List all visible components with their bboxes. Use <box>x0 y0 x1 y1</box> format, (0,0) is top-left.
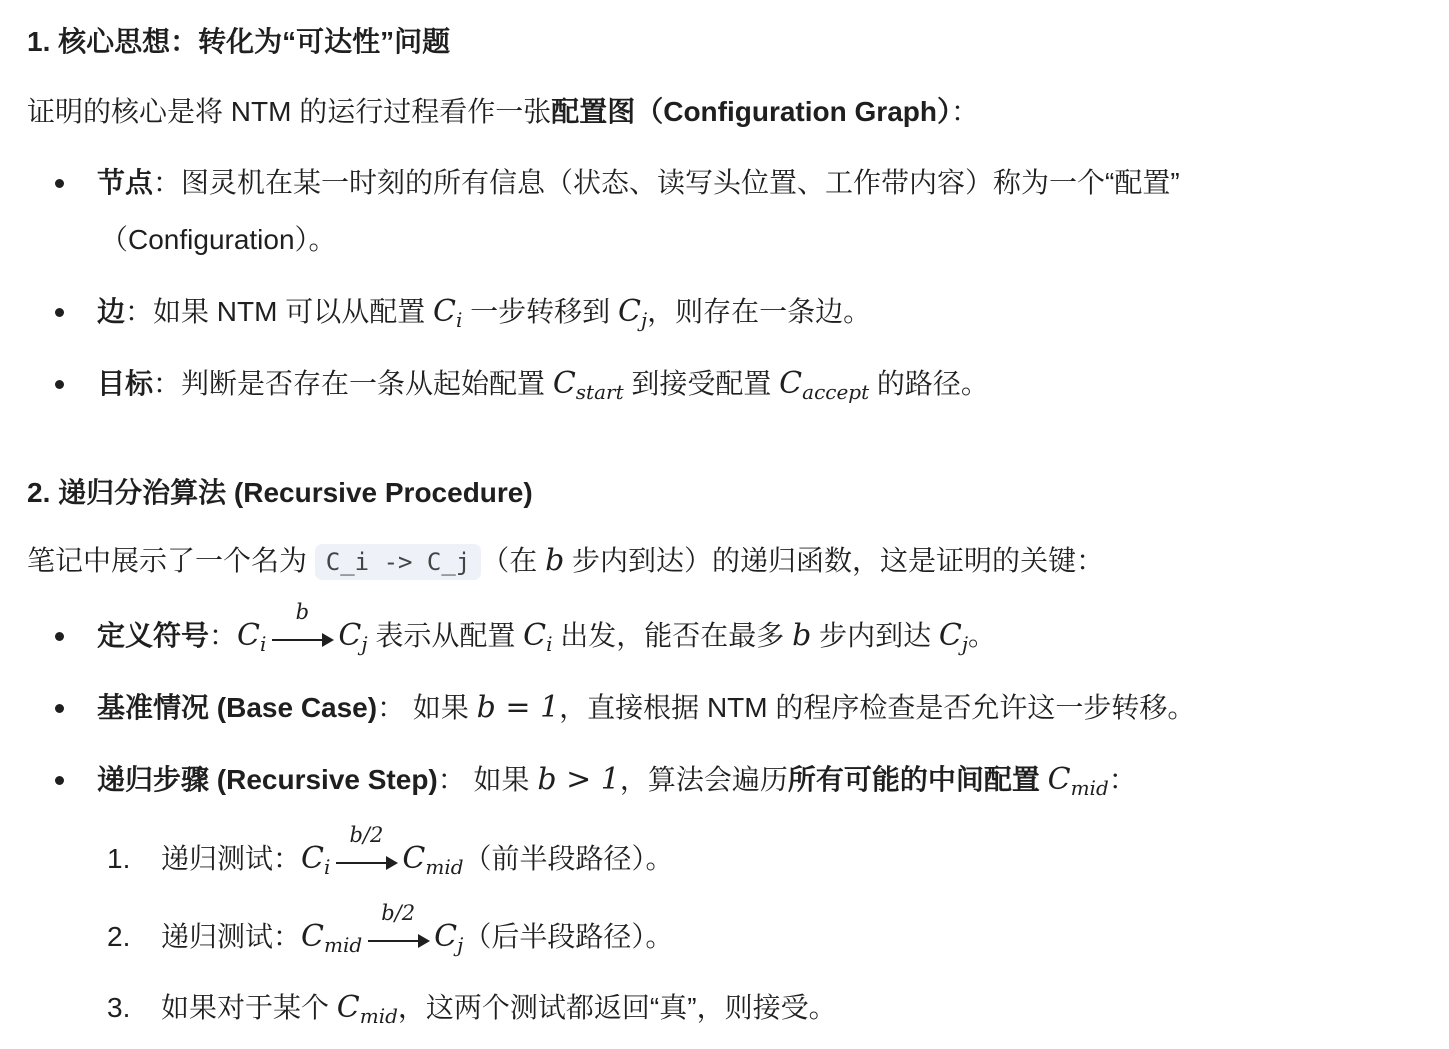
list-item-text <box>97 600 997 656</box>
math-var: C <box>938 618 962 653</box>
math-var: C <box>523 618 547 653</box>
bullet-icon <box>55 776 64 785</box>
math-var: b <box>792 618 812 653</box>
section2-intro <box>27 541 1104 582</box>
text: 出发，能否在最多 <box>552 620 793 651</box>
intro-text: 步内到达）的递归函数，这是证明的关键： <box>564 545 1105 576</box>
right-arrow-icon <box>270 600 334 656</box>
text: ，则存在一条边。 <box>647 296 872 327</box>
math-sub: mid <box>425 855 464 879</box>
math-var: b <box>545 543 565 578</box>
math-sub: i <box>260 632 267 656</box>
text: 递归测试： <box>161 843 302 874</box>
math-sub: j <box>457 933 464 957</box>
section-heading-recursive: 2. 递归分治算法 (Recursive Procedure) <box>27 477 533 508</box>
text: 。 <box>968 620 997 651</box>
term-sep: ： <box>153 368 182 399</box>
math-var: C <box>336 990 360 1025</box>
text: 如果 <box>465 764 538 795</box>
term-label: 基准情况 (Base Case) <box>97 692 378 723</box>
math-var: C <box>779 366 803 401</box>
math-sub: i <box>323 855 331 879</box>
math-sub: i <box>456 308 463 332</box>
math-var: C <box>402 841 426 876</box>
term-label: 边 <box>97 296 126 327</box>
text: 如果 <box>405 692 477 723</box>
bullet-icon <box>55 380 64 389</box>
math-var: C <box>301 919 324 954</box>
item-number: 2. <box>107 921 131 952</box>
term-sep: ： <box>377 692 406 723</box>
bold-text: 所有可能的中间配置 <box>787 764 1048 795</box>
bullet-icon <box>55 179 64 188</box>
intro-text: （在 <box>481 545 546 576</box>
math-var: C <box>301 841 324 876</box>
term-sep: ： <box>209 620 238 651</box>
right-arrow-icon <box>334 823 398 879</box>
intro-bold-term: 配置图（Configuration Graph） <box>551 96 951 127</box>
text: 如果 NTM 可以从配置 <box>153 296 434 327</box>
text: 表示从配置 <box>367 620 524 651</box>
text: 到接受配置 <box>623 368 780 399</box>
inline-code: C_i -> C_j <box>315 544 482 580</box>
math-var: C <box>617 294 641 329</box>
text: 步内到达 <box>811 620 939 651</box>
intro-text: 证明的核心是将 NTM 的运行过程看作一张 <box>27 96 552 127</box>
math-sub: mid <box>1070 776 1109 800</box>
text: ： <box>1108 764 1137 795</box>
text: （后半段路径）。 <box>463 921 674 952</box>
right-arrow-icon <box>366 901 430 957</box>
term-sep: ： <box>437 764 466 795</box>
bullet-icon <box>55 308 64 317</box>
bullet-icon <box>55 632 64 641</box>
math-sub: start <box>575 380 624 404</box>
item-text <box>161 988 837 1028</box>
text: 的路径。 <box>869 368 989 399</box>
text: ，直接根据 NTM 的程序检查是否允许这一步转移。 <box>559 692 1196 723</box>
math-sub: mid <box>323 933 363 957</box>
arrow-label: b/2 <box>349 823 384 847</box>
intro-colon: ： <box>950 96 979 127</box>
text: 判断是否存在一条从起始配置 <box>181 368 553 399</box>
term-sep: ： <box>153 167 182 198</box>
term-label: 定义符号 <box>97 620 210 651</box>
math-expr: b > 1 <box>537 762 620 797</box>
term-label: 节点 <box>97 167 154 198</box>
math-sub: j <box>361 632 368 656</box>
list-item-text <box>97 292 871 332</box>
text: （前半段路径）。 <box>463 843 674 874</box>
math-var: C <box>433 294 456 329</box>
math-var: C <box>338 618 362 653</box>
section-heading-core-idea: 1. 核心思想：转化为“可达性”问题 <box>27 26 451 57</box>
math-var: C <box>552 366 576 401</box>
math-sub: i <box>546 632 553 656</box>
item-text <box>161 901 674 957</box>
intro-text: 笔记中展示了一个名为 <box>27 545 315 576</box>
bullet-icon <box>55 704 64 713</box>
math-var: C <box>434 919 458 954</box>
math-var: C <box>1047 762 1071 797</box>
list-item-text <box>97 163 1180 203</box>
list-item-text <box>97 760 1137 800</box>
math-sub: mid <box>359 1004 398 1028</box>
item-text <box>161 823 674 879</box>
list-item-text <box>97 688 1195 728</box>
text: 一步转移到 <box>462 296 618 327</box>
item-number: 1. <box>107 843 131 874</box>
definition-text: 图灵机在某一时刻的所有信息（状态、读写头位置、工作带内容）称为一个“配置” <box>181 167 1180 198</box>
math-expr: b = 1 <box>476 690 560 725</box>
math-sub: j <box>961 632 969 656</box>
math-var: C <box>237 618 260 653</box>
text: 如果对于某个 <box>161 992 337 1023</box>
text: ，这两个测试都返回“真”，则接受。 <box>397 992 837 1023</box>
section1-intro <box>27 92 979 132</box>
math-sub: accept <box>802 380 870 404</box>
arrow-label: b <box>295 600 310 624</box>
text: 递归测试： <box>161 921 302 952</box>
term-label: 目标 <box>97 368 154 399</box>
list-item-text <box>97 364 989 404</box>
text: ，算法会遍历 <box>619 764 788 795</box>
list-item-continuation: （Configuration）。 <box>100 224 337 255</box>
item-number: 3. <box>107 992 131 1023</box>
arrow-label: b/2 <box>381 901 416 925</box>
math-sub: j <box>640 308 648 332</box>
term-sep: ： <box>125 296 154 327</box>
term-label: 递归步骤 (Recursive Step) <box>97 764 438 795</box>
